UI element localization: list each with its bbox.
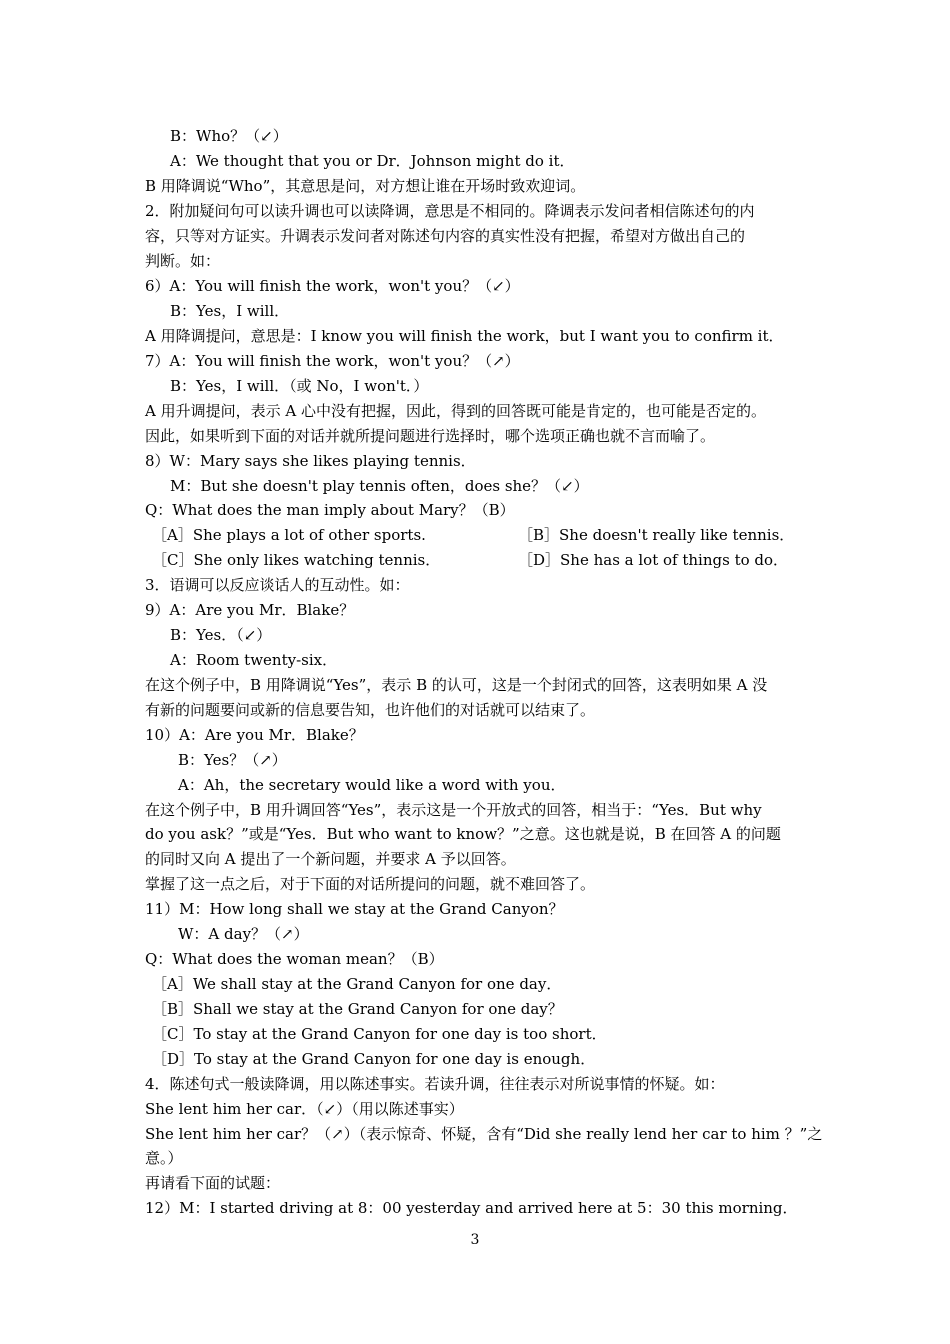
text-line: 10）A：Are you Mr．Blake？	[145, 726, 364, 744]
text-line: M：But she doesn't play tennis often，does she？（↙）	[170, 477, 589, 495]
text-line: 11）M：How long shall we stay at the Grand Canyon？	[145, 900, 564, 918]
text-line: Q：What does the woman mean？（B）	[145, 950, 444, 968]
text-line: A 用升调提问，表示 A 心中没有把握，因此，得到的回答既可能是肯定的，也可能是否定的。	[145, 402, 766, 420]
option-d: ［D］To stay at the Grand Canyon for one day is enough．	[152, 1050, 596, 1068]
option-c: ［C］To stay at the Grand Canyon for one day is too short．	[152, 1025, 607, 1043]
option-a-text: ［A］She plays a lot of other sports.	[152, 526, 426, 544]
text-line: 3．语调可以反应谈话人的互动性。如：	[145, 576, 410, 594]
text-line: Q：What does the man imply about Mary？（B）	[145, 501, 515, 519]
text-line: 4．陈述句式一般读降调，用以陈述事实。若读升调，往往表示对所说事情的怀疑。如：	[145, 1075, 725, 1093]
text-line: 判断。如：	[145, 252, 221, 270]
text-line: 再请看下面的试题：	[145, 1174, 281, 1192]
text-line: do you ask？”或是“Yes．But who want to know？”之意。这也就是说，B 在回答 A 的问题	[145, 825, 781, 843]
option-b: ［B］She doesn't really like tennis．	[518, 526, 795, 544]
text-line: 12）M：I started driving at 8：00 yesterday and arrived here at 5：30 this morning．	[145, 1199, 798, 1217]
text-line: A：Ah，the secretary would like a word with you．	[178, 776, 566, 794]
text-line: B：Yes，I will．	[170, 302, 290, 320]
option-b: ［B］Shall we stay at the Grand Canyon for one day？	[152, 1000, 563, 1018]
text-line: 因此，如果听到下面的对话并就所提问题进行选择时，哪个选项正确也就不言而喻了。	[145, 427, 716, 445]
option-c: ［C］She only likes watching tennis．	[152, 551, 441, 569]
page-number: 3	[470, 1232, 480, 1248]
text-line: A：We thought that you or Dr．Johnson might do it．	[170, 152, 575, 170]
text-line: B：Yes？（↗）	[178, 751, 287, 769]
text-line: 容，只等对方证实。升调表示发问者对陈述句内容的真实性没有把握，希望对方做出自己的	[145, 227, 746, 245]
text-line: She lent him her car？（↗）（表示惊奇、怀疑，含有“Did she really lend her car to him ？”之	[145, 1125, 823, 1143]
text-line: 有新的问题要问或新的信息要告知，也许他们的对话就可以结束了。	[145, 701, 596, 719]
text-line: 9）A：Are you Mr．Blake？	[145, 601, 355, 619]
text-line: 掌握了这一点之后，对于下面的对话所提问的问题，就不难回答了。	[145, 875, 596, 893]
text-line: She lent him her car．（↙）（用以陈述事实）	[145, 1100, 464, 1118]
option-d: ［D］She has a lot of things to do．	[518, 551, 789, 569]
text-line: A 用降调提问，意思是：I know you will finish the work，but I want you to confirm it．	[145, 327, 784, 345]
text-line: 6）A：You will finish the work，won't you？（↙）	[145, 277, 520, 295]
text-line: B 用降调说“Who”，其意思是问，对方想让谁在开场时致欢迎词。	[145, 177, 586, 195]
text-line: W：A day？（↗）	[178, 925, 309, 943]
text-line: B：Who？（↙）	[170, 127, 288, 145]
text-line: B：Yes．（↙）	[170, 626, 272, 644]
text-line: 7）A：You will finish the work，won't you？（↗）	[145, 352, 520, 370]
text-line: 8）W：Mary says she likes playing tennis．	[145, 452, 476, 470]
text-line: 在这个例子中，B 用降调说“Yes”，表示 B 的认可，这是一个封闭式的回答，这表明如果 A 没	[145, 676, 768, 694]
text-line: B：Yes，I will．（或 No，I won't．）	[170, 377, 429, 395]
text-line: 意。）	[145, 1149, 183, 1167]
text-line: 在这个例子中，B 用升调回答“Yes”，表示这是一个开放式的回答，相当于：“Yes．But why	[145, 801, 762, 819]
option-a: ［A］We shall stay at the Grand Canyon for one day．	[152, 975, 562, 993]
text-line: 2．附加疑问句可以读升调也可以读降调，意思是不相同的。降调表示发问者相信陈述句的内	[145, 202, 755, 220]
text-line: 的同时又向 A 提出了一个新问题，并要求 A 予以回答。	[145, 850, 516, 868]
text-line: A：Room twenty-six．	[170, 651, 338, 669]
